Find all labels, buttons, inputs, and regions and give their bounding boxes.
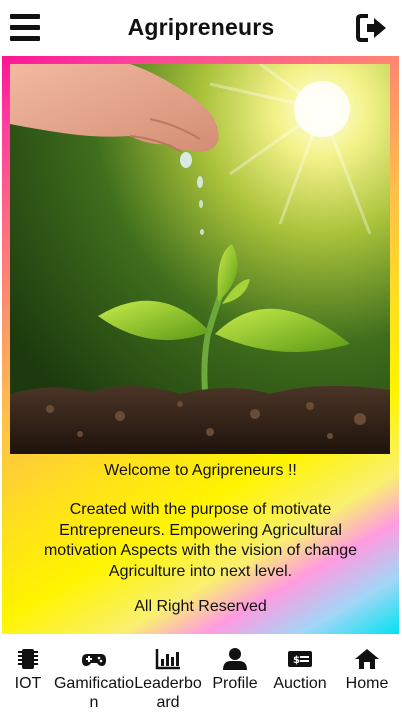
nav-item-home[interactable] — [338, 636, 396, 710]
nav-item-auction[interactable] — [266, 636, 334, 710]
nav-label-iot: IOT — [14, 675, 42, 692]
user-icon — [222, 648, 248, 670]
rights-text: All Right Reserved — [134, 598, 267, 615]
logout-button[interactable] — [356, 13, 388, 43]
bottom-navigation — [0, 636, 402, 710]
nav-label-profile: Profile — [212, 675, 258, 692]
nav-label-home: Home — [345, 675, 389, 692]
hero-image — [10, 64, 390, 454]
nav-label-auction: Auction — [273, 675, 327, 692]
money-bill-icon — [287, 648, 313, 670]
nav-item-profile[interactable] — [206, 636, 264, 710]
svg-text:$: $ — [293, 655, 300, 666]
bar-chart-icon — [155, 648, 181, 670]
microchip-icon — [15, 648, 41, 670]
sign-out-icon — [356, 13, 388, 43]
nav-item-gamification[interactable] — [52, 636, 136, 710]
nav-label-gamification: Gamification — [53, 675, 135, 711]
page-title: Agripreneurs — [127, 14, 275, 40]
description-text: Created with the purpose of motivate Entrepreneurs. Empowering Agricultural motivation Aspects with the vision of change Agriculture into next level. — [43, 501, 358, 580]
app-header — [0, 0, 402, 56]
welcome-text: Welcome to Agripreneurs !! — [104, 462, 297, 479]
welcome-card — [2, 56, 399, 634]
home-icon — [354, 648, 380, 670]
gamepad-icon — [81, 648, 107, 670]
nav-item-iot[interactable] — [4, 636, 52, 710]
seedling-photo — [10, 64, 390, 454]
nav-item-leaderboard[interactable] — [130, 636, 206, 710]
nav-label-leaderboard: Leaderboard — [134, 675, 202, 711]
